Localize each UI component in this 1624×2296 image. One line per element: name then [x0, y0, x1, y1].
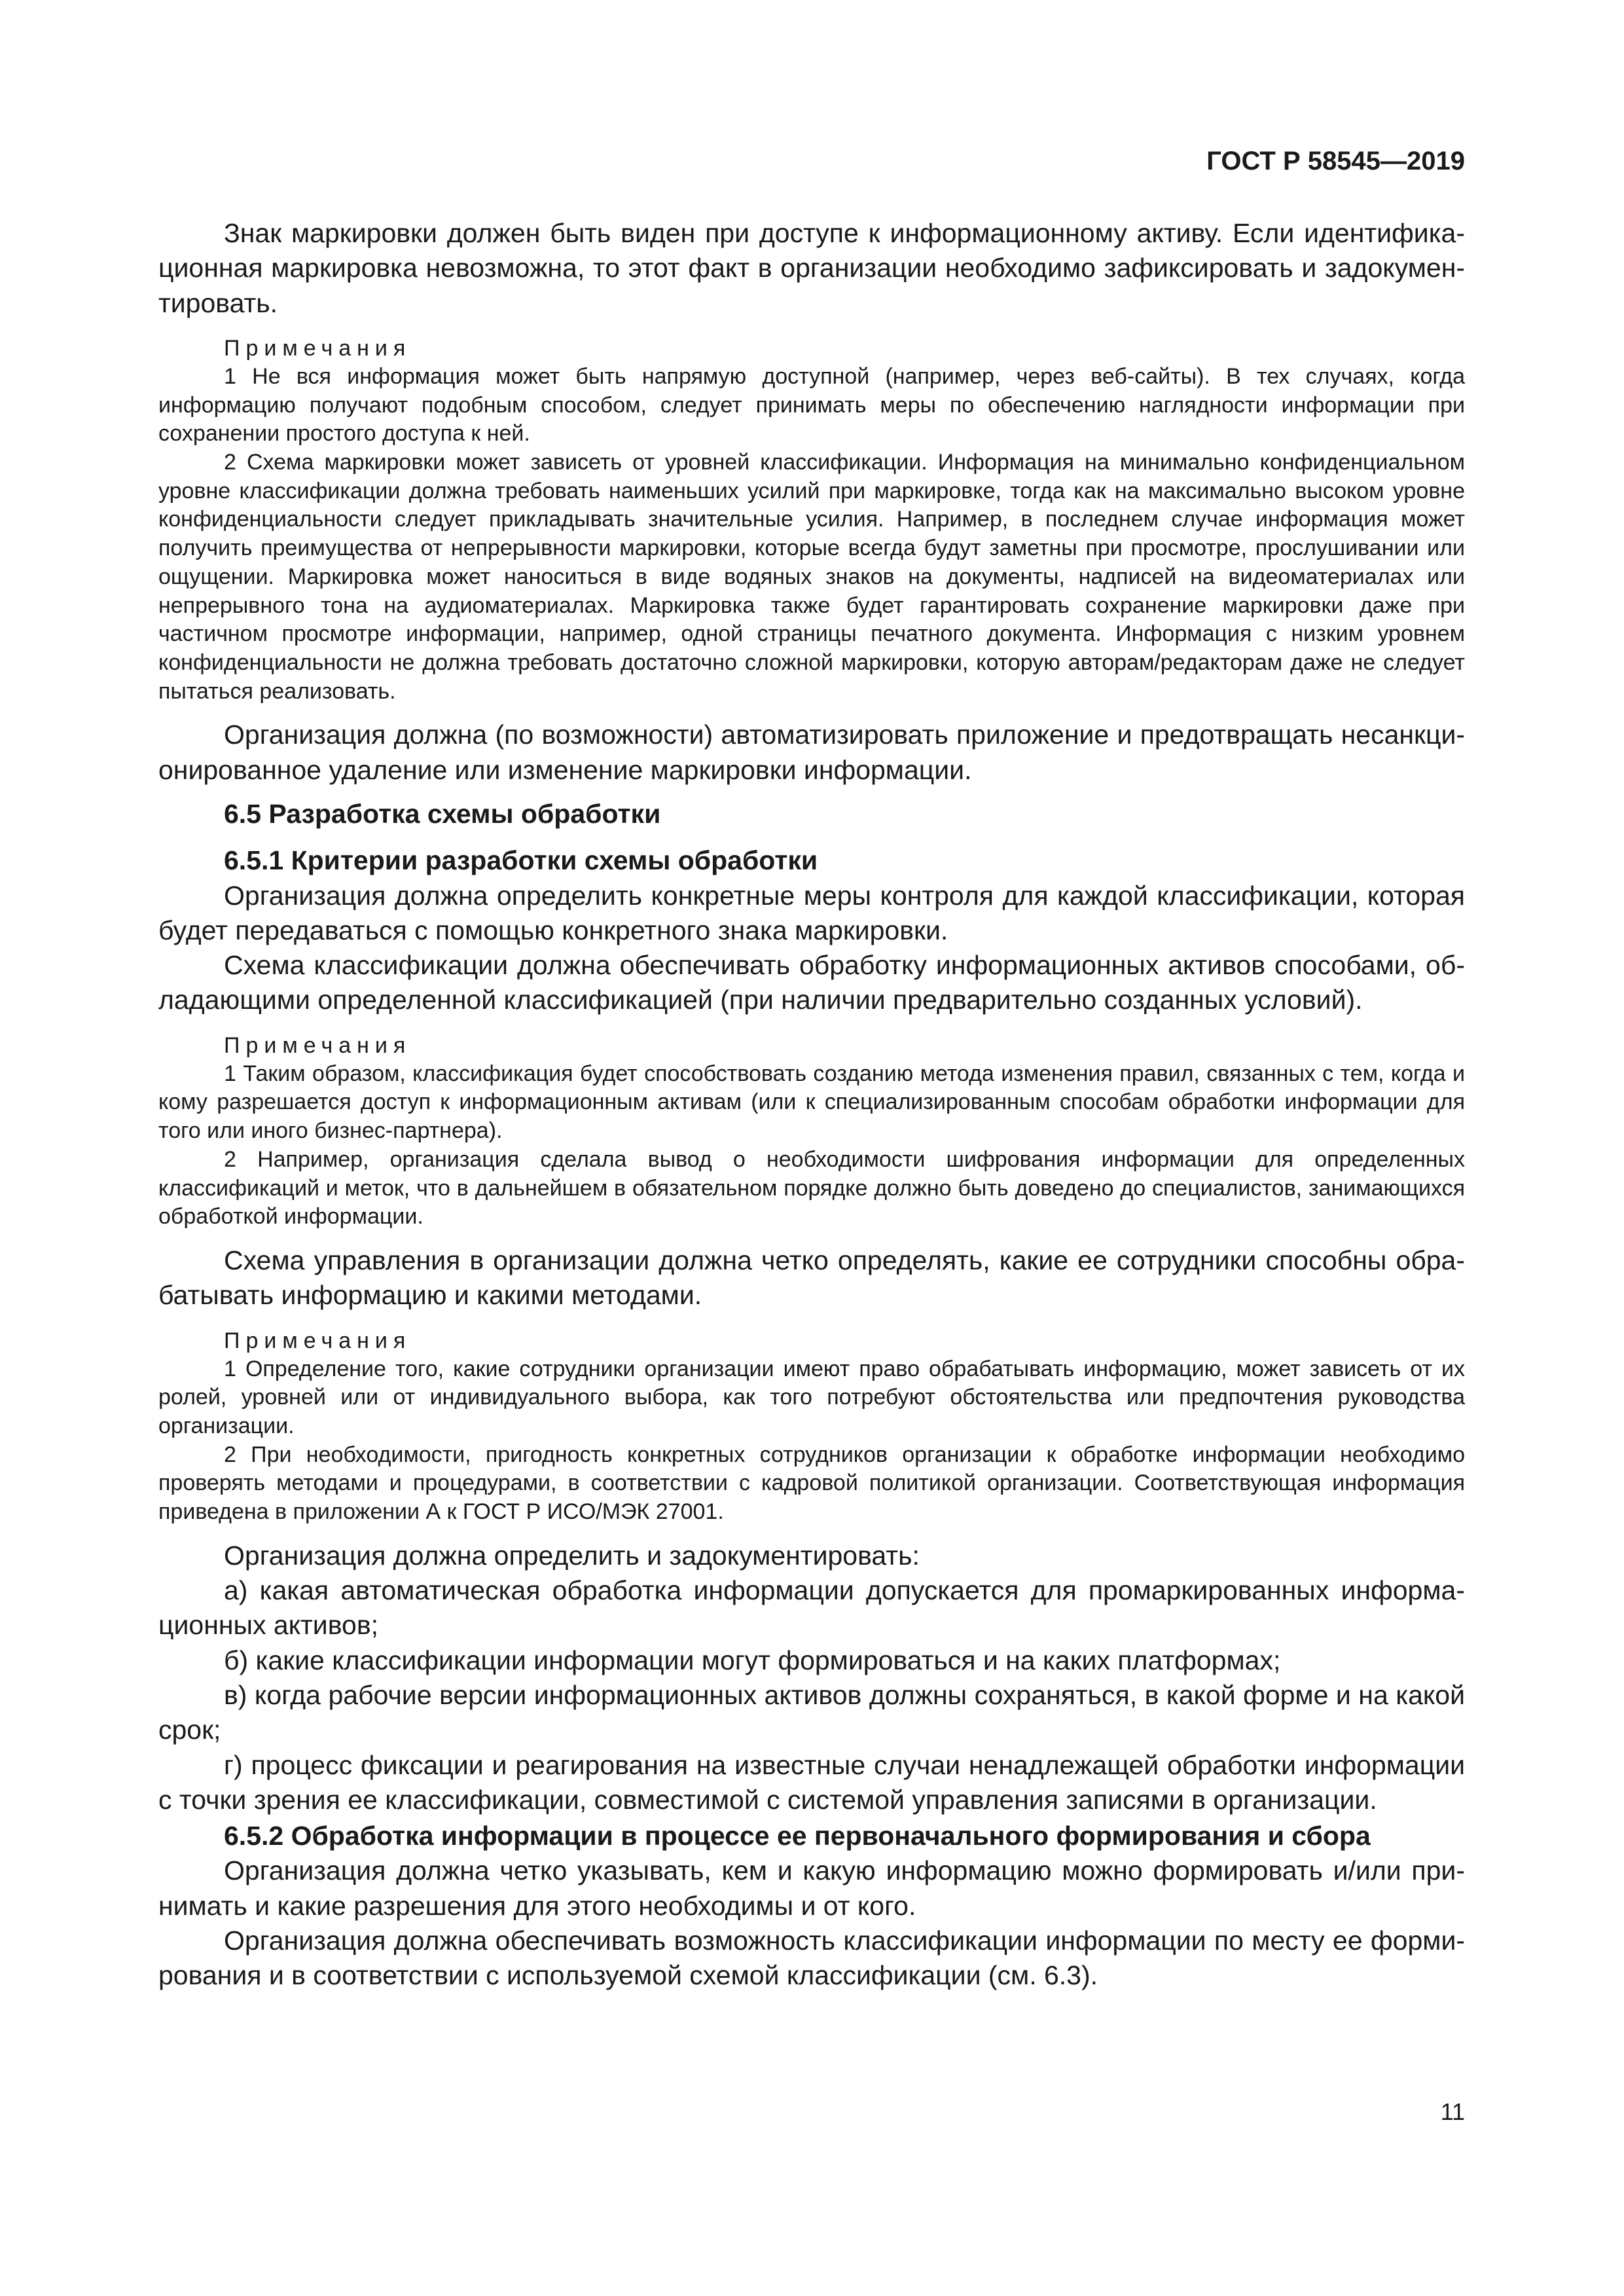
paragraph: Схема классификации должна обеспечивать обработку информационных активов способами, обладающими определенной классификацией (при наличии предварительно созданных условий).	[158, 950, 1465, 1015]
list-item: в) когда рабочие версии информационных активов должны сохраняться, в какой форме и на какой срок;	[158, 1679, 1465, 1745]
list-item: а) какая автоматическая обработка информации допускается для промаркированных информационных активов;	[158, 1575, 1465, 1641]
notes-heading: Примечания	[224, 335, 412, 361]
note-item: 1 Определение того, какие сотрудники организации имеют право обрабатывать информацию, может зависеть от их ролей, уровней или от индивидуального выбора, как того потребуют обстоятельства или предпочтения руководства организации.	[158, 1356, 1465, 1438]
notes-heading: Примечания	[224, 1032, 412, 1058]
paragraph: Организация должна определить конкретные меры контроля для каждой классификации, которая будет передаваться с помощью конкретного знака маркировки.	[158, 880, 1465, 945]
note-item: 2 При необходимости, пригодность конкретных сотрудников организации к обработке информации необходимо проверять методами и процедурами, в соответствии с кадровой политикой организации. Соответствующая информация приведена в приложении А к ГОСТ Р ИСО/МЭК 27001.	[158, 1442, 1465, 1525]
body-text	[158, 216, 1465, 1994]
section-heading-6-5: 6.5 Разработка схемы обработки	[224, 798, 661, 829]
paragraph: Схема управления в организации должна четко определять, какие ее сотрудники способны обрабатывать информацию и какими методами.	[158, 1245, 1465, 1311]
paragraph: Организация должна определить и задокументировать:	[224, 1540, 920, 1571]
standard-designation: ГОСТ Р 58545—2019	[1206, 147, 1465, 175]
paragraph-marking-visibility: Знак маркировки должен быть виден при доступе к информационному активу. Если идентификационная маркировка невозможна, то этот факт в организации необходимо зафиксировать и задокументировать.	[158, 218, 1465, 318]
section-heading-6-5-2: 6.5.2 Обработка информации в процессе ее первоначального формирования и сбора	[224, 1821, 1371, 1851]
notes-heading: Примечания	[224, 1328, 412, 1353]
page-number: 11	[1440, 2098, 1465, 2125]
list-item: г) процесс фиксации и реагирования на известные случаи ненадлежащей обработки информации с точки зрения ее классификации, совместимой с системой управления записями в организации.	[158, 1749, 1465, 1815]
note-item: 1 Таким образом, классификация будет способствовать созданию метода изменения правил, связанных с тем, когда и кому разрешается доступ к информационным активам (или к специализированным способам обработки информации для того или иного бизнес-партнера).	[158, 1061, 1465, 1144]
paragraph-automation: Организация должна (по возможности) автоматизировать приложение и предотвращать несанкционированное удаление или изменение маркировки информации.	[158, 720, 1465, 785]
paragraph: Организация должна обеспечивать возможность классификации информации по месту ее формирования и в соответствии с используемой схемой классификации (см. 6.3).	[158, 1925, 1465, 1991]
note-item: 1 Не вся информация может быть напрямую доступной (например, через веб-сайты). В тех случаях, когда информацию получают подобным способом, следует принимать меры по обеспечению наглядности информации при сохранении простого доступа к ней.	[158, 363, 1465, 446]
note-item: 2 Например, организация сделала вывод о необходимости шифрования информации для определенных классификаций и меток, что в дальнейшем в обязательном порядке должно быть доведено до специалистов, занимающихся обработкой информации.	[158, 1146, 1465, 1230]
note-item: 2 Схема маркировки может зависеть от уровней классификации. Информация на минимально конфиденциальном уровне классификации должна требовать наименьших усилий при маркировке, тогда как на максимально высоком уровне конфиденциальности следует прикладывать значительные усилия. Например, в последнем случае информация может получить преимущества от непрерывности маркировки, которые всегда будут заметны при просмотре, прослушивании или ощущении. Маркировка может наноситься в виде водяных знаков на документы, надписей на видеоматериалах или непрерывного тона на аудиоматериалах. Маркировка также будет гарантировать сохранение маркировки даже при частичном просмотре информации, например, одной страницы печатного документа. Информация с низким уровнем конфиденциальности не должна требовать достаточно сложной маркировки, которую авторам/редакторам даже не следует пытаться реализовать.	[158, 450, 1465, 704]
section-heading-6-5-1: 6.5.1 Критерии разработки схемы обработки	[224, 845, 818, 876]
list-item: б) какие классификации информации могут формироваться и на каких платформах;	[224, 1645, 1281, 1675]
paragraph: Организация должна четко указывать, кем и какую информацию можно формировать и/или принимать и какие разрешения для этого необходимы и от кого.	[158, 1855, 1465, 1921]
